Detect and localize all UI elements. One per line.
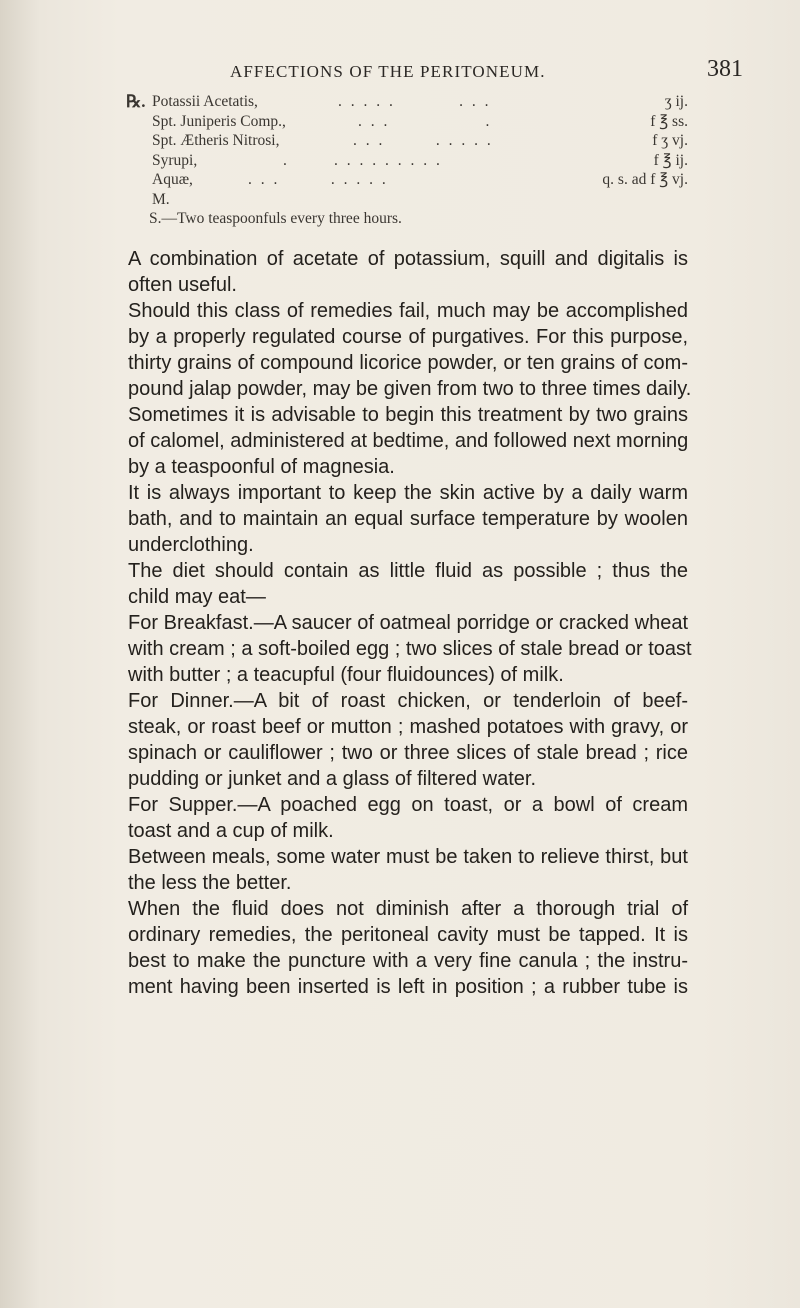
ingredient-name: Potassii Acetatis,: [152, 93, 258, 110]
ingredient-quantity: f ℥ ss.: [650, 112, 688, 130]
prescription-row: [128, 92, 688, 112]
prescription-row: [128, 170, 688, 190]
prescription: [128, 92, 688, 209]
leader-dots: . . . . . . . .: [353, 132, 494, 149]
text-line: ordinary remedies, the peritoneal cavity must be tapped. It is: [128, 924, 688, 946]
recipe-symbol: ℞.: [126, 92, 146, 111]
text-line: The diet should contain as little fluid as possible ; thus the: [128, 560, 688, 582]
text-line: bath, and to maintain an equal surface temperature by woolen: [128, 508, 688, 530]
text-line: by a properly regulated course of purgatives. For this purpose,: [128, 326, 688, 348]
text-line: Sometimes it is advisable to begin this treatment by two grains: [128, 404, 688, 426]
text-line: It is always important to keep the skin active by a daily warm: [128, 482, 688, 504]
body-text: [128, 246, 692, 1000]
ingredient-name: Aquæ,: [152, 171, 193, 188]
text-line: pudding or junket and a glass of filtered water.: [128, 768, 537, 790]
misce-label: M.: [152, 190, 170, 208]
prescription-row: [128, 190, 688, 210]
text-line: Between meals, some water must be taken to relieve thirst, but: [128, 846, 688, 868]
leader-dots: . . . .: [358, 112, 492, 130]
ingredient-quantity: q. s. ad f ℥ vj.: [602, 171, 688, 188]
ingredient-name: Spt. Ætheris Nitrosi,: [152, 132, 280, 149]
text-line: toast and a cup of milk.: [128, 820, 334, 842]
prescription-row: [128, 151, 688, 171]
text-line: pound jalap powder, may be given from two to three times daily.: [128, 378, 692, 400]
prescription-row: [128, 131, 688, 151]
signa-directions: S.—Two teaspoonfuls every three hours.: [149, 210, 402, 227]
text-line: ment having been inserted is left in position ; a rubber tube is: [128, 976, 688, 998]
prescription-row: [128, 112, 688, 132]
text-line: with cream ; a soft-boiled egg ; two slices of stale bread or toast: [128, 638, 692, 660]
text-line: steak, or roast beef or mutton ; mashed potatoes with gravy, or: [128, 716, 688, 738]
text-line: often useful.: [128, 274, 237, 296]
ingredient-quantity: f ℥ ij.: [653, 151, 688, 169]
text-line: with butter ; a teacupful (four fluidounces) of milk.: [128, 664, 564, 686]
leader-dots: . . . . . . . . . .: [283, 151, 443, 169]
leader-dots: . . . . . . . .: [248, 171, 389, 188]
text-line: For Breakfast.—A saucer of oatmeal porridge or cracked wheat: [128, 612, 688, 634]
text-line: For Supper.—A poached egg on toast, or a bowl of cream: [128, 794, 688, 816]
page-number: 381: [707, 56, 743, 82]
text-line: Should this class of remedies fail, much may be accomplished: [128, 300, 688, 322]
ingredient-quantity: f ʒ vj.: [652, 132, 688, 149]
text-line: by a teaspoonful of magnesia.: [128, 456, 395, 478]
text-line: A combination of acetate of potassium, squill and digitalis is: [128, 248, 688, 270]
ingredient-name: Syrupi,: [152, 151, 198, 169]
text-line: thirty grains of compound licorice powder, or ten grains of com-: [128, 352, 688, 374]
running-title: AFFECTIONS OF THE PERITONEUM.: [230, 62, 546, 81]
text-line: underclothing.: [128, 534, 254, 556]
leader-dots: . . . . . . . .: [338, 93, 491, 110]
text-line: spinach or cauliflower ; two or three slices of stale bread ; rice: [128, 742, 688, 764]
text-line: of calomel, administered at bedtime, and followed next morning: [128, 430, 689, 452]
text-line: For Dinner.—A bit of roast chicken, or tenderloin of beef-: [128, 690, 688, 712]
ingredient-quantity: ʒ ij.: [664, 93, 688, 110]
ingredient-name: Spt. Juniperis Comp.,: [152, 112, 286, 130]
text-line: best to make the puncture with a very fine canula ; the instru-: [128, 950, 688, 972]
text-line: child may eat—: [128, 586, 266, 608]
text-line: the less the better.: [128, 872, 292, 894]
text-line: When the fluid does not diminish after a thorough trial of: [128, 898, 688, 920]
